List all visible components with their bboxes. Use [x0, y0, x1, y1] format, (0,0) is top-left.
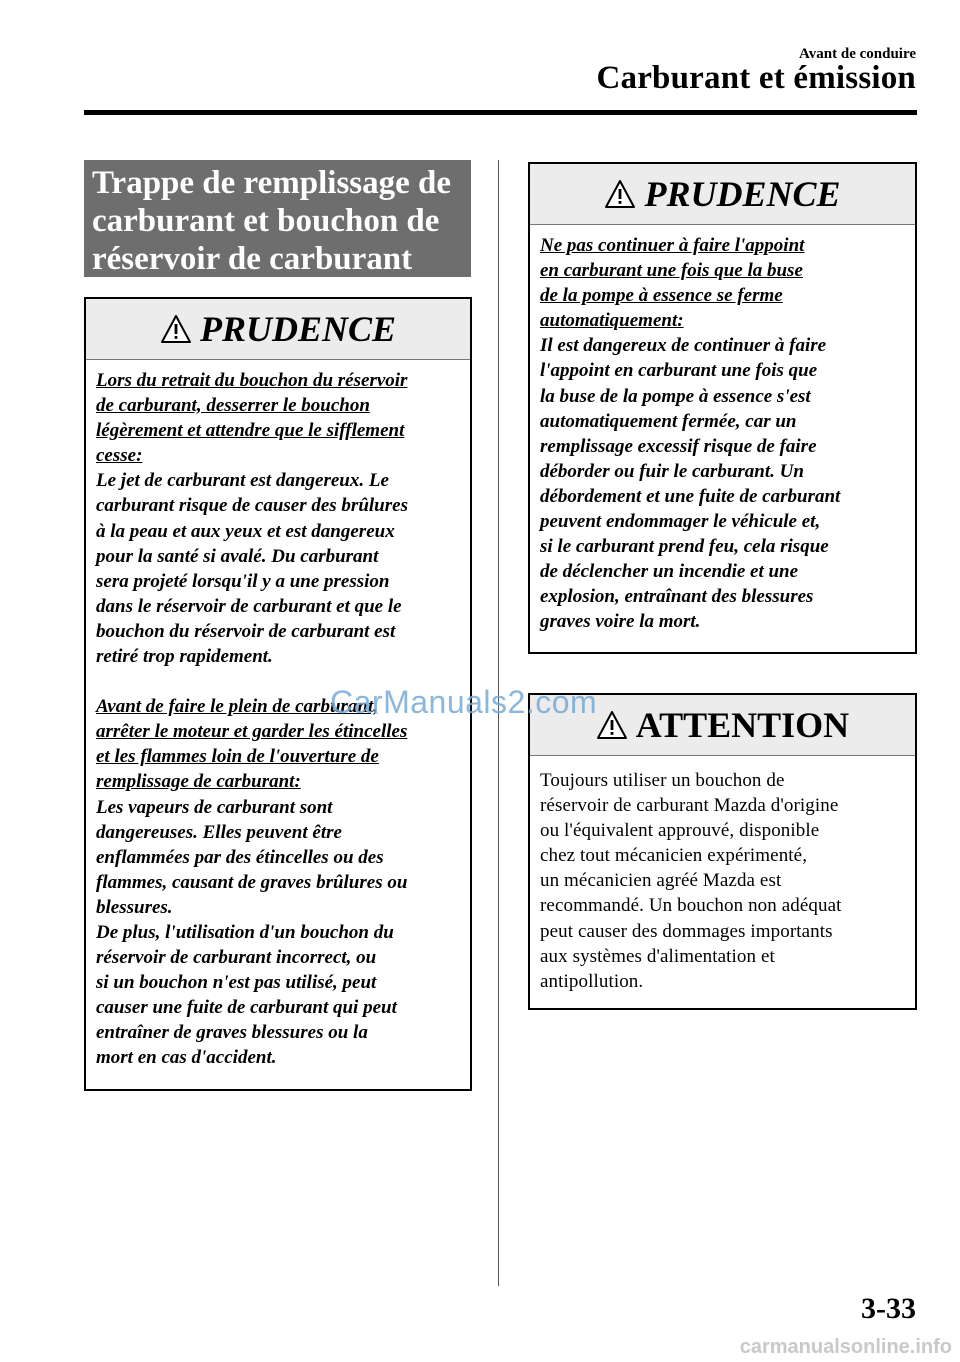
caution-heading-line: et les flammes loin de l'ouverture de	[96, 746, 379, 768]
warning-triangle-icon	[604, 179, 636, 209]
caution-text-line: dans le réservoir de carburant et que le	[96, 595, 402, 617]
caution-heading-line: légèrement et attendre que le sifflement	[96, 420, 405, 442]
caution-text-line: peuvent endommager le véhicule et,	[540, 511, 821, 533]
caution-text-line: mort en cas d'accident.	[96, 1047, 277, 1069]
section-title	[84, 160, 471, 277]
caution-text-line: la buse de la pompe à essence s'est	[540, 385, 811, 407]
caution-text-line: entraîner de graves blessures ou la	[96, 1022, 368, 1044]
attention-text-line: un mécanicien agréé Mazda est	[540, 870, 782, 892]
attention-box	[528, 693, 917, 1010]
attention-text-line: recommandé. Un bouchon non adéquat	[540, 895, 842, 917]
attention-text-line: antipollution.	[540, 970, 644, 992]
caution-text-line: si un bouchon n'est pas utilisé, peut	[96, 972, 377, 994]
caution-label: PRUDENCE	[199, 309, 397, 349]
caution-heading-line: arrêter le moteur et garder les étincelles	[96, 721, 408, 743]
caution-text-line: réservoir de carburant incorrect, ou	[96, 947, 377, 969]
caution-text-line: blessures.	[96, 896, 173, 918]
caution-heading-line: cesse:	[96, 445, 143, 467]
attention-text-line: aux systèmes d'alimentation et	[540, 945, 775, 967]
caution-text-line: causer une fuite de carburant qui peut	[96, 997, 397, 1019]
attention-body	[530, 756, 915, 994]
caution-text-line: retiré trop rapidement.	[96, 646, 273, 668]
watermark: CarManuals2.com	[330, 684, 598, 720]
section-title-line: réservoir de carburant	[92, 241, 413, 277]
caution-body-right	[530, 225, 915, 635]
caution-text-line: De plus, l'utilisation d'un bouchon du	[96, 921, 394, 943]
section-title-line: Trappe de remplissage de	[92, 165, 452, 201]
warning-triangle-icon	[160, 314, 192, 344]
attention-text-line: ou l'équivalent approuvé, disponible	[540, 820, 820, 842]
caution-text-line: sera projeté lorsqu'il y a une pression	[96, 570, 390, 592]
caution-text-line: flammes, causant de graves brûlures ou	[96, 871, 408, 893]
attention-text-line: peut causer des dommages importants	[540, 920, 833, 942]
caution-header-left	[86, 299, 470, 360]
caution-text-line: déborder ou fuir le carburant. Un	[540, 460, 804, 482]
caution-heading-line: remplissage de carburant:	[96, 771, 301, 793]
caution-text-line: à la peau et aux yeux et est dangereux	[96, 520, 395, 542]
footer-watermark: carmanualsonline.info	[739, 1336, 952, 1358]
caution-label: PRUDENCE	[644, 174, 841, 214]
caution-text-line: automatiquement fermée, car un	[540, 410, 797, 432]
caution-text-line: Les vapeurs de carburant sont	[96, 796, 333, 818]
column-divider	[498, 160, 499, 1286]
caution-text-line: pour la santé si avalé. Du carburant	[96, 545, 379, 567]
page-number: 3-33	[861, 1292, 916, 1325]
caution-header-right	[530, 164, 915, 225]
page-title: Carburant et émission	[596, 60, 916, 96]
caution-text-line: carburant risque de causer des brûlures	[96, 495, 408, 517]
attention-label: ATTENTION	[635, 705, 850, 745]
caution-text-line: de déclencher un incendie et une	[540, 561, 799, 583]
chapter-label: Avant de conduire	[799, 46, 916, 62]
attention-text-line: chez tout mécanicien expérimenté,	[540, 845, 808, 867]
caution-text-line: si le carburant prend feu, cela risque	[540, 536, 829, 558]
attention-text-line: réservoir de carburant Mazda d'origine	[540, 795, 839, 817]
caution-heading-line: Lors du retrait du bouchon du réservoir	[96, 370, 408, 391]
caution-heading-line: de la pompe à essence se ferme	[540, 285, 783, 307]
caution-box-right	[528, 162, 917, 654]
caution-text-line: graves voire la mort.	[540, 611, 701, 633]
caution-text-line: dangereuses. Elles peuvent être	[96, 821, 342, 843]
caution-text-line: Le jet de carburant est dangereux. Le	[96, 470, 389, 492]
caution-text-line: Il est dangereux de continuer à faire	[540, 335, 827, 357]
caution-text-line: l'appoint en carburant une fois que	[540, 360, 818, 382]
caution-text-line: bouchon du réservoir de carburant est	[96, 620, 396, 642]
warning-triangle-icon	[596, 710, 628, 740]
caution-heading-line: en carburant une fois que la buse	[540, 260, 803, 282]
caution-heading-line: de carburant, desserrer le bouchon	[96, 395, 370, 417]
caution-text-line: explosion, entraînant des blessures	[540, 586, 814, 608]
caution-text-line: remplissage excessif risque de faire	[540, 435, 817, 457]
caution-heading-line: Ne pas continuer à faire l'appoint	[540, 235, 805, 256]
header-rule	[84, 110, 917, 115]
caution-heading-line: automatiquement:	[540, 310, 684, 332]
caution-text-line: débordement et une fuite de carburant	[540, 485, 841, 507]
caution-text-line: enflammées par des étincelles ou des	[96, 846, 384, 868]
attention-text-line: Toujours utiliser un bouchon de	[540, 770, 785, 791]
section-title-line: carburant et bouchon de	[92, 203, 440, 239]
caution-heading-line: Avant de faire le plein de carburant,	[96, 696, 378, 718]
